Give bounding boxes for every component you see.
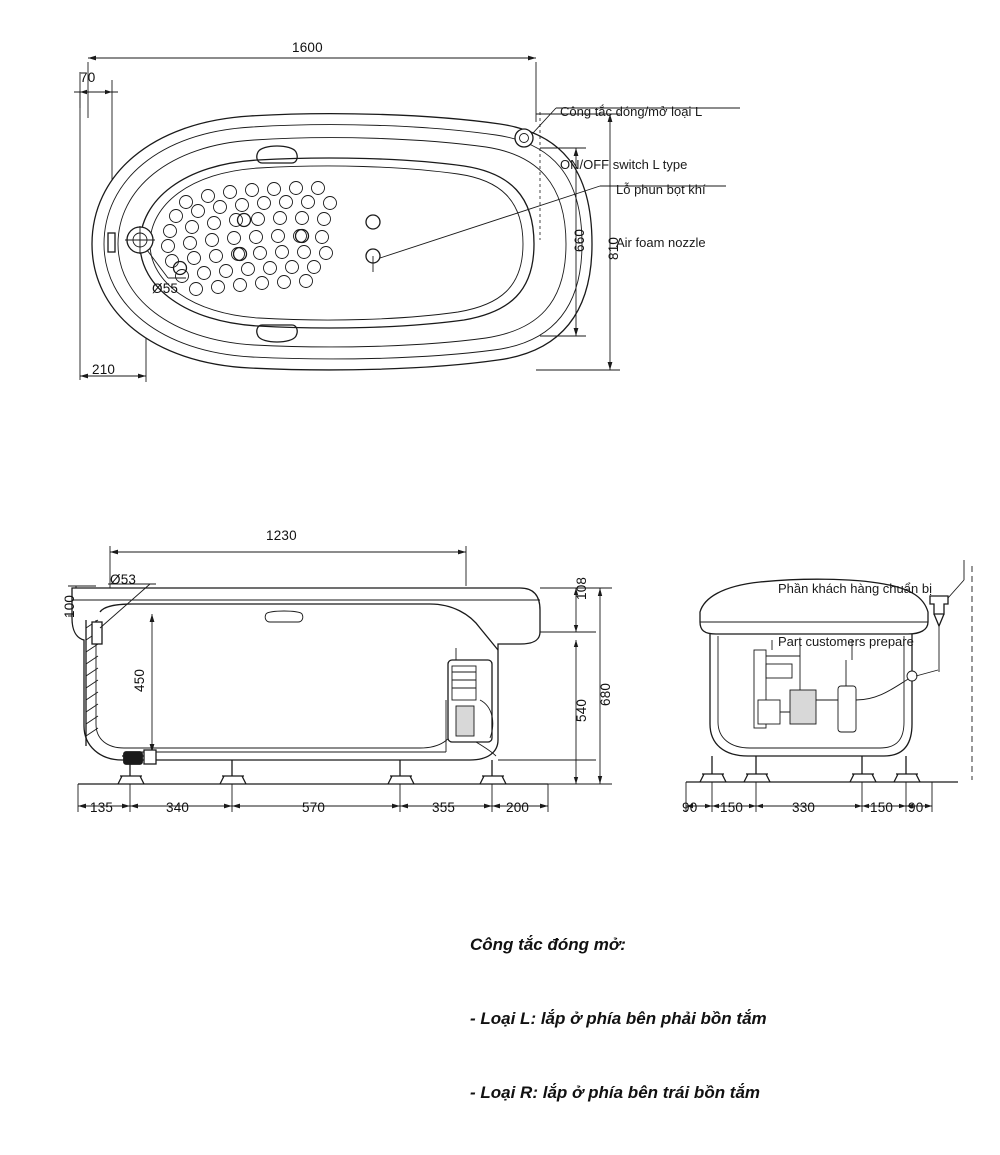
front-view-group xyxy=(68,546,612,812)
dim-overall-length: 1600 xyxy=(292,40,323,55)
notes-line-3: - Loại R: lắp ở phía bên trái bồn tắm xyxy=(470,1083,761,1103)
dim-overflow-diameter: Ø53 xyxy=(110,572,137,587)
callout-onoff-switch-en: ON/OFF switch L type xyxy=(560,156,688,172)
dim-front-foot-1: 135 xyxy=(90,800,114,815)
dim-inner-length: 1230 xyxy=(266,528,297,543)
callout-air-nozzle xyxy=(616,146,706,286)
dim-inner-width: 660 xyxy=(572,228,587,252)
notes-line-2: - Loại L: lắp ở phía bên phải bồn tắm xyxy=(470,1009,767,1029)
dim-overall-width: 810 xyxy=(606,236,621,260)
callout-customer-part-en: Part customers prepare xyxy=(778,633,914,649)
callout-customer-part xyxy=(778,545,932,685)
dim-overall-height: 680 xyxy=(598,682,613,706)
callout-onoff-switch-vi: Công tắc đóng/mở loại L xyxy=(560,104,703,120)
callout-customer-part-vi: Phần khách hàng chuẩn bị xyxy=(778,581,932,597)
dim-front-foot-4: 355 xyxy=(432,800,456,815)
dim-top-height: 100 xyxy=(62,594,77,618)
callout-air-nozzle-vi: Lỗ phun bọt khí xyxy=(616,182,706,198)
dim-body-height: 540 xyxy=(574,698,589,722)
dim-offset-bottom: 210 xyxy=(92,362,116,377)
dim-front-foot-5: 200 xyxy=(506,800,530,815)
dim-offset-left: 70 xyxy=(80,70,96,85)
dim-water-depth: 450 xyxy=(132,668,147,692)
dim-rim-height: 108 xyxy=(574,576,589,600)
dim-drain-diameter: Ø55 xyxy=(152,281,179,296)
dim-end-foot-3: 330 xyxy=(792,800,816,815)
notes-line-1: Công tắc đóng mở: xyxy=(470,935,626,955)
dim-end-foot-5: 90 xyxy=(908,800,924,815)
dim-end-foot-2: 150 xyxy=(720,800,744,815)
dim-end-foot-4: 150 xyxy=(870,800,894,815)
dim-front-foot-2: 340 xyxy=(166,800,190,815)
notes-block xyxy=(470,884,767,1155)
callout-air-nozzle-en: Air foam nozzle xyxy=(616,234,706,250)
dim-end-foot-1: 90 xyxy=(682,800,698,815)
dim-front-foot-3: 570 xyxy=(302,800,326,815)
